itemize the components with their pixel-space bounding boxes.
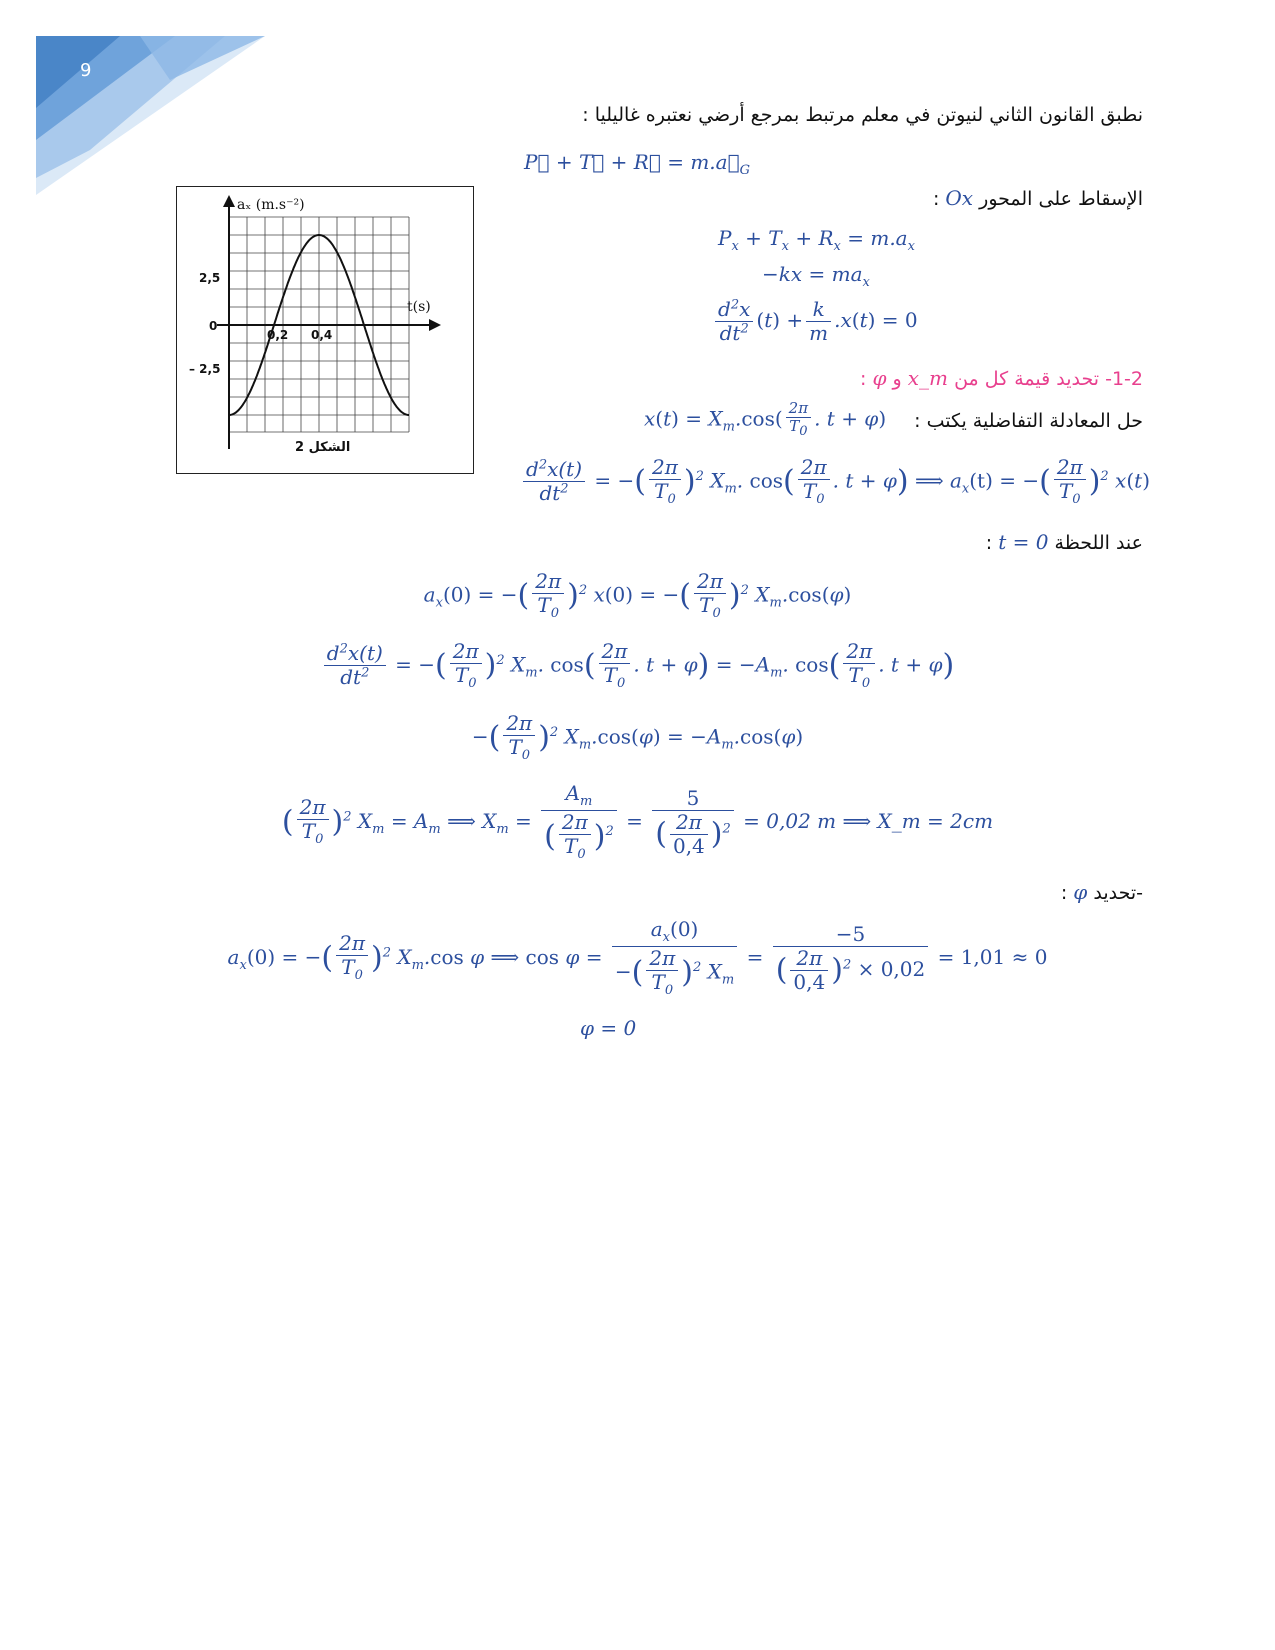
a0-equation: $a_x(0)$ = −( $\frac{2\pi}{T_0}$ )$^2$ x(0) = −( $\frac{2\pi}{T_0}$ )$^2$ $X_m.\cos(\varphi)$	[423, 569, 852, 621]
projection-label: الإسقاط على المحور Ox :	[932, 186, 1143, 210]
hooke-equation: $-kx = ma_x$	[762, 262, 870, 290]
second-derivative-equation: $\frac{d^2x(t)}{dt^2}$ = −( $\frac{2\pi}{T_0}$ )$^2$ $X_m$. cos( $\frac{2\pi}{T_0}$ . t + φ) ⟹ $a_x(t)$ = −( $\frac{2\pi}{T_0}$ )$^2$ x(t)	[520, 456, 1150, 508]
x-tick-02: 0,2	[267, 328, 289, 342]
figure-frame	[176, 186, 474, 474]
x-axis-arrow	[429, 319, 441, 331]
phi-result: φ = 0	[580, 1016, 637, 1040]
y-tick-neg: – 2,5	[189, 362, 221, 376]
y-tick-zero: 0	[209, 319, 218, 333]
projection-equation: $P_x + T_x + R_x = m.a_x$	[718, 226, 915, 254]
figure-caption: الشكل 2	[295, 440, 351, 455]
section-heading: 1-2- تحديد قيمة كل من x_m و φ :	[860, 366, 1143, 390]
compare-equation: $\frac{d^2x(t)}{dt^2}$ = −( $\frac{2\pi}{T_0}$ )$^2$ $X_m$. cos( $\frac{2\pi}{T_0}$ . $t + \varphi) = -A_m$. cos( $\frac{2\pi}{T_0}$ . t + φ)	[0, 640, 1275, 692]
x-tick-04: 0,4	[311, 328, 333, 342]
y-axis-arrow	[223, 195, 235, 207]
y-axis-label: aₓ (m.s⁻²)	[237, 197, 305, 213]
newton-equation: P⃗ + T⃗ + R⃗ = $m.a⃗_G$	[524, 150, 750, 178]
phi-label: -تحديد φ :	[1060, 880, 1143, 904]
t0-label: عند اللحظة t = 0 :	[985, 530, 1143, 554]
cos-phi-equation: $a_x(0)$ = −( $\frac{2\pi}{T_0}$ )$^2$ $X_m.\cos$ φ ⟹ cos φ = $a_x(0)$ −( $\frac{2\pi}{T_0}$ )$^2$ $X_m$ = −5 ( $\frac{2\pi}{0,4}$ )$^2$ × 0,02 = 1,01 ≈ 0	[227, 917, 1048, 998]
intro-text: نطبق القانون الثاني لنيوتن في معلم مرتبط بمرجع أرضي نعتبره غاليليا :	[582, 104, 1143, 126]
x-axis-label: t(s)	[407, 299, 431, 315]
acceleration-graph	[177, 187, 473, 473]
page-number: 9	[80, 60, 92, 81]
differential-equation: $\frac{d^2x}{dt^2}$ (t) + $\frac{k}{m}$ .x(t) = 0	[712, 298, 918, 345]
y-tick-pos: 2,5	[199, 271, 221, 285]
corner-banner	[0, 0, 280, 200]
solution-label: حل المعادلة التفاضلية يكتب :	[914, 410, 1143, 432]
xm-equation: ( $\frac{2\pi}{T_0}$ )$^2$ $X_m = A_m$ ⟹ $X_m$ = $A_m$ ( $\frac{2\pi}{T_0}$ )$^2$ = 5 ( $\frac{2\pi}{0,4}$ )$^2$ = 0,02 m ⟹ X_m = 2cm	[281, 781, 994, 862]
identify-equation: −( $\frac{2\pi}{T_0}$ )$^2$ $X_m.\cos(\varphi) = -A_m.\cos(\varphi)$	[471, 711, 804, 763]
solution-equation: $x(t) = X_m.\cos$( $\frac{2\pi}{T_0}$ . t + φ)	[644, 399, 887, 440]
